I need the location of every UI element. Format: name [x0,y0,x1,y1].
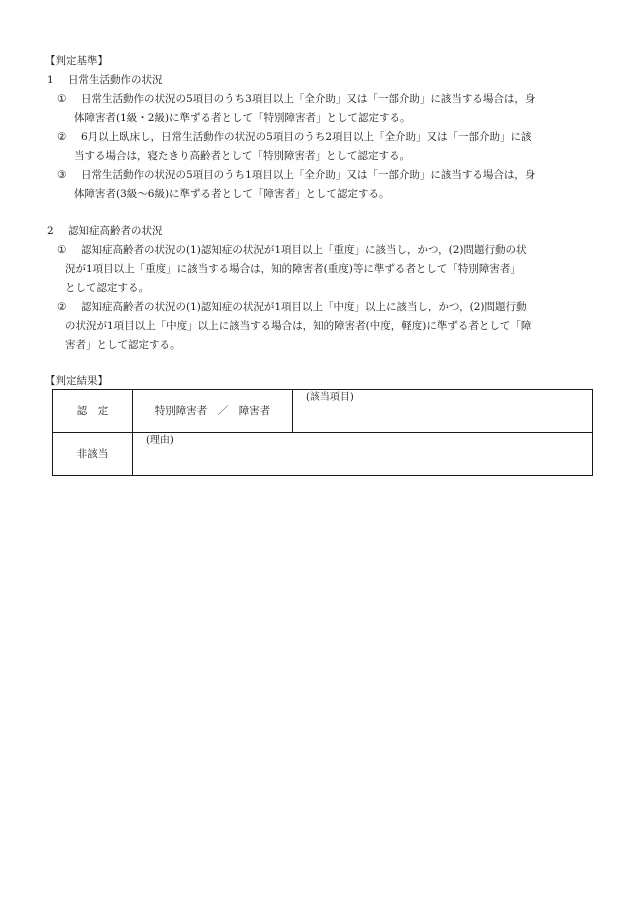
item-marker: ① [57,244,67,256]
section-1-title-text: 日常生活動作の状況 [68,74,163,86]
applicable-items-label: (該当項目) [306,392,354,403]
applicable-items-cell[interactable] [293,390,593,433]
item-text-line: 体障害者(1級・2級)に準ずる者として「特別障害者」として認定する。 [74,112,411,124]
item-text-line: として認定する。 [65,282,149,294]
item-text-line: 当する場合は，寝たきり高齢者として「特別障害者」として認定する。 [74,150,410,162]
item-text-line: 認知症高齢者の状況の(1)認知症の状況が1項目以上「重度」に該当し，かつ，(2)問題行動の状 [81,244,527,256]
item-marker: ② [57,301,67,313]
item-text-line: 日常生活動作の状況の5項目のうち3項目以上「全介助」又は「一部介助」に該当する場合は，身 [81,93,536,105]
item-marker: ② [57,131,67,143]
section-2-item-1 [57,241,595,298]
category-options-cell[interactable] [133,390,293,433]
item-text-line: 日常生活動作の状況の5項目のうち1項目以上「全介助」又は「一部介助」に該当する場合は，身 [81,169,536,181]
item-text-line: 体障害者(3級〜6級)に準ずる者として「障害者」として認定する。 [74,188,390,200]
reason-cell[interactable] [133,433,593,476]
section-1-number: 1 [47,74,54,86]
item-marker: ③ [57,169,67,181]
reason-label: (理由) [146,435,174,446]
criteria-heading: 【判定基準】 [45,55,108,67]
section-2-number: 2 [47,225,54,237]
item-text-line: 6月以上臥床し，日常生活動作の状況の5項目のうち2項目以上「全介助」又は「一部介助」に該 [81,131,532,143]
result-table [52,389,593,476]
item-text-line: の状況が1項目以上「中度」以上に該当する場合は，知的障害者(中度，軽度)に準ずる者として「障 [65,320,532,332]
not-applicable-label-cell [53,433,133,476]
section-1-item-2 [57,128,595,166]
section-2-title-text: 認知症高齢者の状況 [68,225,163,237]
section-1-item-1 [57,90,595,128]
item-text-line: 害者」として認定する。 [65,339,181,351]
section-2-item-2 [57,298,595,355]
recognized-label-cell [53,390,133,433]
item-text-line: 認知症高齢者の状況の(1)認知症の状況が1項目以上「中度」以上に該当し，かつ，(2)問題行動 [81,301,527,313]
result-heading: 【判定結果】 [45,375,108,387]
item-text-line: 況が1項目以上「重度」に該当する場合は，知的障害者(重度)等に準ずる者として「特別障害者」 [65,263,521,275]
result-row-not-applicable [53,433,593,476]
item-marker: ① [57,93,67,105]
section-1-title [47,71,163,90]
result-row-recognized [53,390,593,433]
section-2-title [47,222,163,241]
recognized-label: 認 定 [76,404,109,417]
not-applicable-label: 非該当 [76,447,109,460]
section-1-item-3 [57,166,595,204]
category-options-text: 特別障害者 ／ 障害者 [154,404,271,417]
